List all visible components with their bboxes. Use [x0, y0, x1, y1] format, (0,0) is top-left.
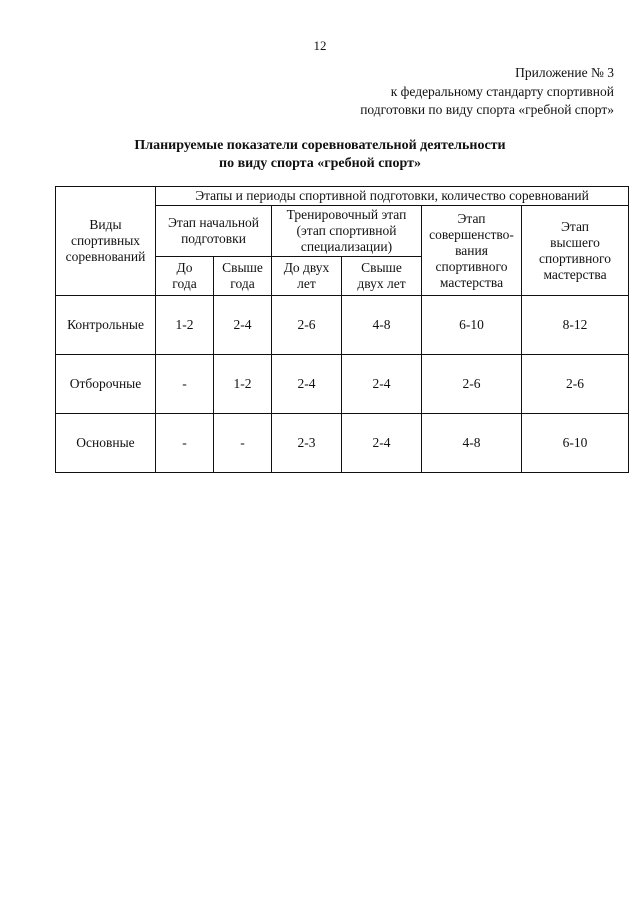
row-label: Контрольные — [56, 296, 156, 355]
competition-indicators-table — [55, 186, 629, 473]
stages-group-header: Этапы и периоды спортивной подготовки, количество соревнований — [156, 187, 629, 206]
stage-training-line-3: специализации) — [300, 239, 393, 254]
table-cell: 1-2 — [214, 355, 272, 414]
table-cell: 6-10 — [522, 414, 629, 473]
period-training-over-two-years-line-1: Свыше — [361, 260, 402, 275]
stage-highest-line-3: спортивного — [539, 250, 611, 266]
stage-initial-line-1: Этап начальной — [167, 215, 260, 230]
period-training-up-to-two-years-line-2: лет — [297, 276, 316, 291]
period-training-over-two-years — [342, 257, 422, 296]
period-training-up-to-two-years — [272, 257, 342, 296]
period-training-over-two-years-line-2: двух лет — [357, 276, 406, 291]
stage-improvement-line-4: спортивного — [435, 258, 508, 274]
sport-types-header-cell — [56, 187, 156, 296]
period-training-up-to-two-years-line-1: До двух — [283, 260, 330, 275]
table-cell: - — [214, 414, 272, 473]
table-cell: 2-4 — [272, 355, 342, 414]
table-row — [56, 296, 629, 355]
sport-types-header-line-1: Виды — [89, 217, 122, 232]
period-initial-up-to-year-line-2: года — [172, 276, 197, 291]
document-title-line-1: Планируемые показатели соревновательной деятельности — [134, 138, 506, 153]
stage-improvement-line-3: вания — [455, 242, 488, 258]
stage-highest-header — [522, 206, 629, 296]
appendix-line-2: к федеральному стандарту спортивной — [390, 83, 614, 99]
table-cell: - — [156, 355, 214, 414]
stage-improvement-line-1: Этап — [457, 210, 486, 226]
table-cell: 1-2 — [156, 296, 214, 355]
table-cell: 6-10 — [422, 296, 522, 355]
stage-highest-line-1: Этап — [561, 218, 590, 234]
page-number: 12 — [313, 38, 327, 53]
period-initial-up-to-year — [156, 257, 214, 296]
sport-types-header-line-3: соревнований — [65, 249, 146, 264]
table-cell: 2-4 — [342, 355, 422, 414]
table-cell: 2-4 — [214, 296, 272, 355]
stage-highest-line-2: высшего — [550, 234, 600, 250]
appendix-line-3: подготовки по виду спорта «гребной спорт» — [360, 102, 614, 117]
stage-training-line-1: Тренировочный этап — [286, 207, 407, 222]
document-title-line-2: по виду спорта «гребной спорт» — [219, 156, 421, 171]
table-row — [56, 414, 629, 473]
stage-improvement-line-5: мастерства — [439, 274, 504, 290]
document-title — [0, 137, 640, 173]
period-initial-over-year — [214, 257, 272, 296]
stage-improvement-line-2: совершенство- — [429, 226, 514, 242]
table-cell: - — [156, 414, 214, 473]
stage-highest-line-4: мастерства — [543, 266, 607, 282]
table-cell: 2-6 — [272, 296, 342, 355]
table-cell: 2-6 — [422, 355, 522, 414]
table-row — [56, 355, 629, 414]
table-cell: 2-4 — [342, 414, 422, 473]
table-cell: 4-8 — [342, 296, 422, 355]
period-initial-up-to-year-line-1: До — [176, 260, 193, 275]
table-cell: 2-3 — [272, 414, 342, 473]
stage-initial-line-2: подготовки — [181, 231, 246, 246]
period-initial-over-year-line-1: Свыше — [222, 260, 263, 275]
table-cell: 8-12 — [522, 296, 629, 355]
appendix-reference — [360, 64, 614, 120]
table-cell: 2-6 — [522, 355, 629, 414]
period-initial-over-year-line-2: года — [230, 276, 255, 291]
stage-initial-header — [156, 206, 272, 257]
table-cell: 4-8 — [422, 414, 522, 473]
stage-training-line-2: (этап спортивной — [296, 223, 397, 238]
appendix-line-1: Приложение № 3 — [515, 65, 614, 80]
row-label: Отборочные — [56, 355, 156, 414]
sport-types-header-line-2: спортивных — [70, 233, 141, 248]
row-label: Основные — [56, 414, 156, 473]
stage-improvement-header — [422, 206, 522, 296]
stage-training-header — [272, 206, 422, 257]
